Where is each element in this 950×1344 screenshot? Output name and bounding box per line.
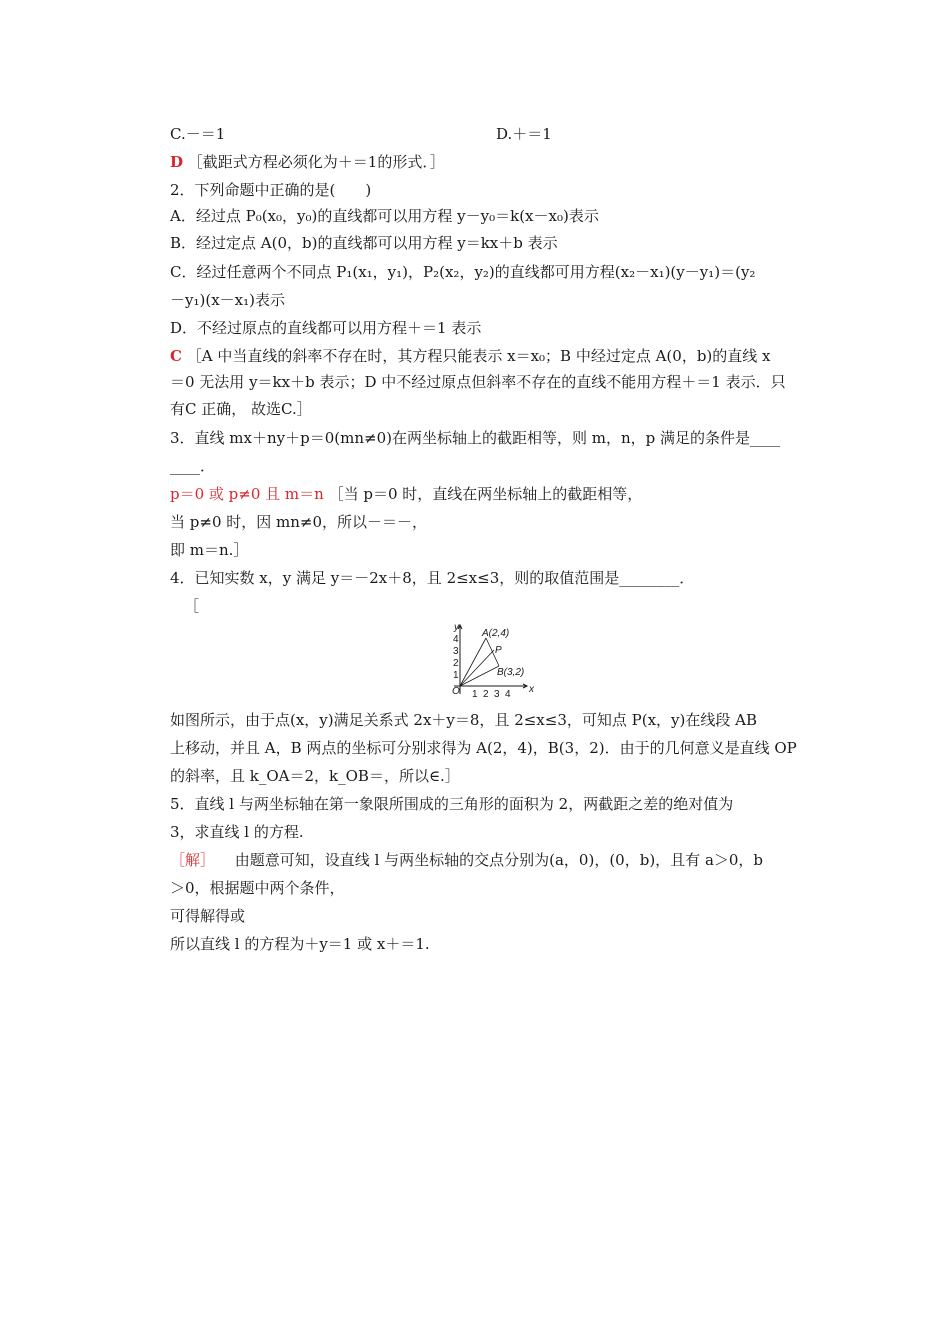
y-tick-4: 4 (453, 634, 459, 645)
answer-2-cont2: 有C 正确， 故选C.］ (170, 400, 312, 418)
solution-5-cont2: 可得解得或 (170, 907, 246, 925)
solution-tag: ［解］ (170, 851, 216, 869)
answer-4-bracket: ［ (184, 597, 200, 615)
answer-4-cont: 上移动，并且 A，B 两点的坐标可分别求得为 A(2，4)，B(3，2)．由于的几何意义是直线 OP (170, 739, 797, 757)
answer-2-letter: C (170, 347, 182, 365)
solution-5-cont3: 所以直线 l 的方程为＋y＝1 或 x＋＝1. (170, 935, 430, 953)
question-2: 2．下列命题中正确的是( ) (170, 181, 372, 199)
question-5: 5．直线 l 与两坐标轴在第一象限所围成的三角形的面积为 2，两截距之差的绝对值为 (170, 795, 734, 813)
answer-3-result: p＝0 或 p≠0 且 m＝n (170, 485, 324, 503)
answer-3-cont: 当 p≠0 时，因 mn≠0，所以－＝－， (170, 513, 428, 531)
option-c-line: C.－＝1 (170, 125, 226, 143)
answer-2 (170, 346, 771, 366)
question-2-option-c-cont: －y₁)(x－x₁)表示 (170, 291, 285, 309)
answer-1-text: ［截距式方程必须化为＋＝1的形式．］ (187, 153, 445, 171)
question-2-option-a: A．经过点 P₀(x₀，y₀)的直线都可以用方程 y－y₀＝k(x－x₀)表示 (170, 207, 599, 225)
question-3-cont: ____． (170, 457, 216, 475)
line-segment-figure (444, 620, 544, 700)
answer-4-text: 如图所示，由于点(x，y)满足关系式 2x＋y＝8，且 2≤x≤3，可知点 P(x，y)在线段 AB (170, 711, 758, 729)
origin-label: O (452, 686, 460, 697)
option-d-line: D.＋＝1 (496, 125, 552, 143)
x-axis-label: x (529, 684, 534, 695)
answer-2-text: ［A 中当直线的斜率不存在时，其方程只能表示 x＝x₀；B 中经过定点 A(0，b)的直线 x (186, 347, 771, 365)
question-3: 3．直线 mx＋ny＋p＝0(mn≠0)在两坐标轴上的截距相等，则 m，n，p 满足的条件是____ (170, 429, 781, 447)
answer-3 (170, 484, 642, 504)
solution-5-text: 由题意可知，设直线 l 与两坐标轴的交点分别为(a，0)，(0，b)，且有 a＞0，b (219, 851, 764, 869)
y-axis-label: y (454, 622, 459, 633)
solution-5-cont: ＞0，根据题中两个条件， (170, 879, 345, 897)
point-b-label: B(3,2) (497, 667, 525, 678)
y-tick-1: 1 (453, 670, 459, 681)
answer-2-cont: ＝0 无法用 y＝kx＋b 表示；D 中不经过原点但斜率不存在的直线不能用方程＋＝1 表示．只 (170, 373, 786, 391)
x-tick-4: 4 (505, 689, 511, 700)
answer-1 (170, 152, 445, 172)
x-tick-1: 1 (472, 689, 478, 700)
question-2-option-c: C．经过任意两个不同点 P₁(x₁，y₁)，P₂(x₂，y₂)的直线都可用方程(x₂－x₁)(y－y₁)＝(y₂ (170, 263, 756, 281)
point-a-label: A(2,4) (482, 628, 510, 639)
answer-3-cont2: 即 m＝n.］ (170, 541, 249, 559)
x-tick-2: 2 (483, 689, 489, 700)
answer-1-letter: D (170, 153, 184, 171)
point-p-label: P (495, 645, 502, 656)
question-5-cont: 3，求直线 l 的方程. (170, 823, 304, 841)
y-tick-2: 2 (453, 658, 459, 669)
answer-4-cont2: 的斜率，且 k_OA＝2，k_OB＝，所以∈.］ (170, 767, 460, 785)
solution-5 (170, 850, 763, 870)
question-2-option-d: D．不经过原点的直线都可以用方程＋＝1 表示 (170, 319, 482, 337)
y-tick-3: 3 (453, 646, 459, 657)
x-tick-3: 3 (494, 689, 500, 700)
question-2-option-b: B．经过定点 A(0，b)的直线都可以用方程 y＝kx＋b 表示 (170, 234, 558, 252)
question-4: 4．已知实数 x，y 满足 y＝－2x＋8，且 2≤x≤3，则的取值范围是________． (170, 569, 695, 587)
segment-oa (460, 638, 486, 686)
answer-3-text: ［当 p＝0 时，直线在两坐标轴上的截距相等， (328, 485, 643, 503)
